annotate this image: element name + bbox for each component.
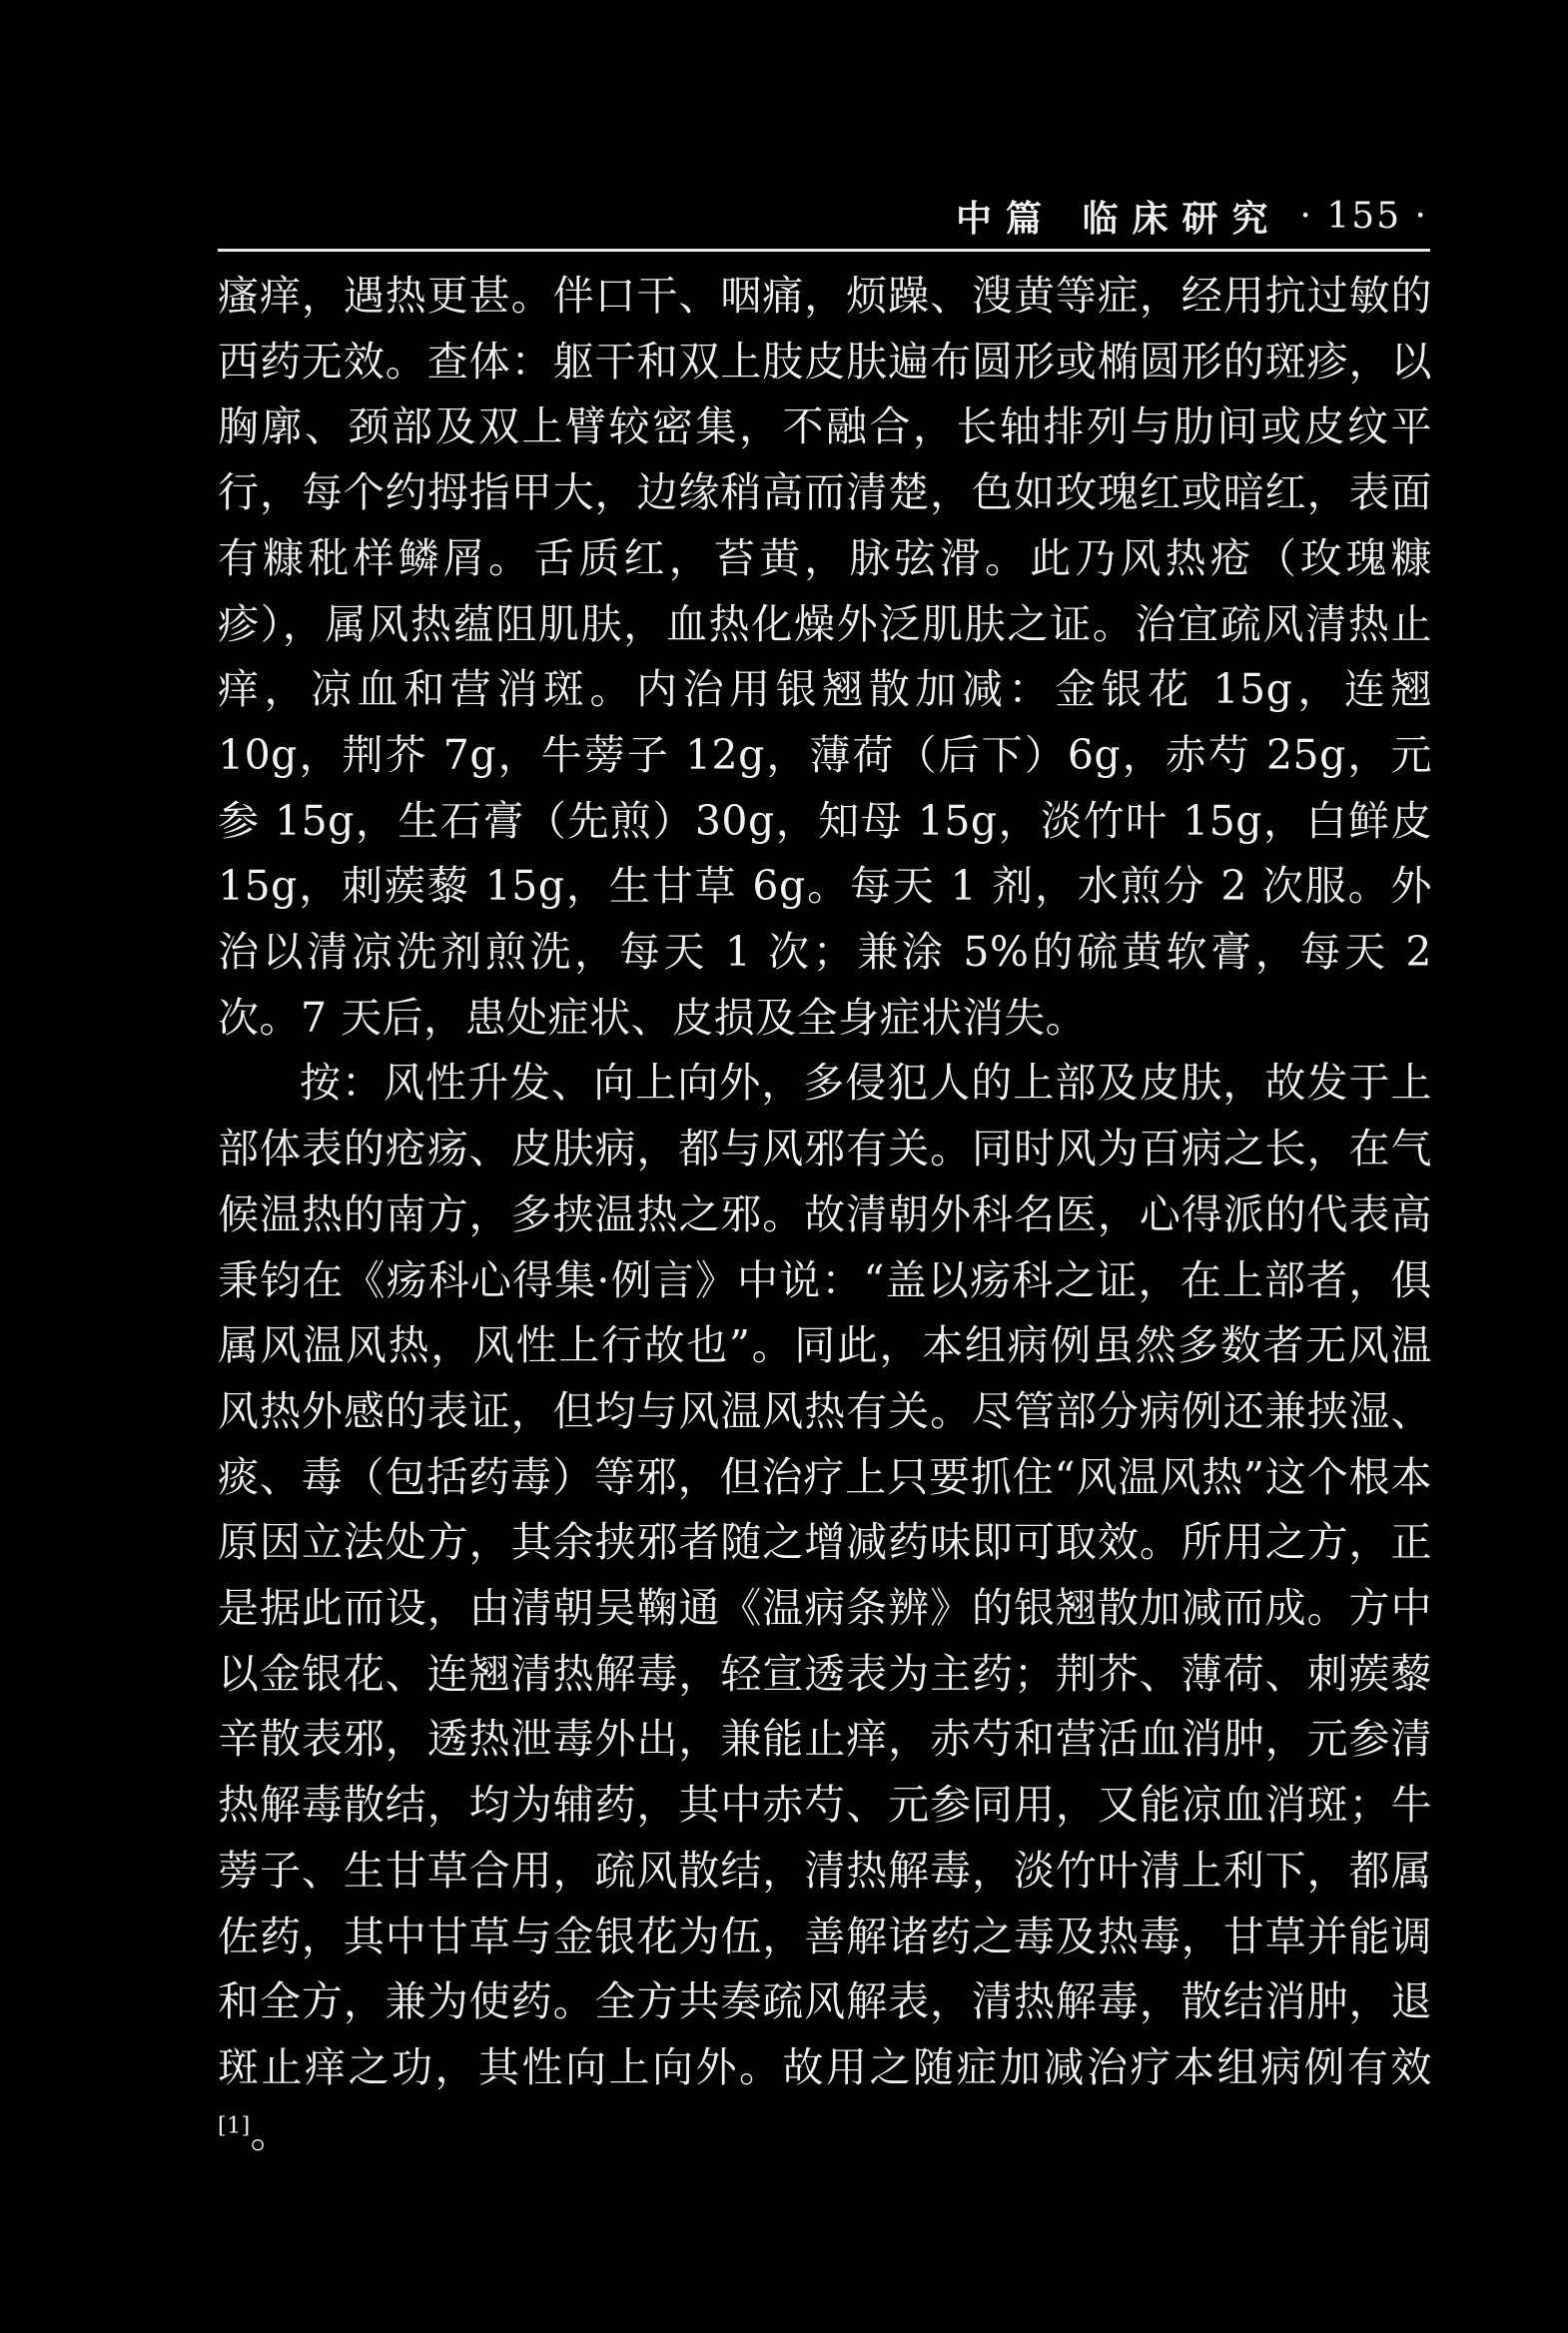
header-rule bbox=[218, 249, 1430, 252]
citation-reference[interactable]: [1] bbox=[218, 2113, 251, 2139]
running-header bbox=[859, 188, 1428, 244]
paragraph-text: 按：风性升发、向上向外，多侵犯人的上部及皮肤，故发于上部体表的疮疡、皮肤病，都与风邪有关。同时风为百病之长，在气候温热的南方，多挟温热之邪。故清朝外科名医，心得派的代表高秉钧在《疡科心得集·例言》中说：“盖以疡科之证，在上部者，俱属风温风热，风性上行故也”。同此，本组病例虽然多数者无风温风热外感的表证，但均与风温风热有关。尽管部分病例还兼挟湿、痰、毒（包括药毒）等邪，但治疗上只要抓住“风温风热”这个根本原因立法处方，其余挟邪者随之增减药味即可取效。所用之方，正是据此而设，由清朝吴鞠通《温病条辨》的银翘散加减而成。方中以金银花、连翘清热解毒，轻宣透表为主药；荆芥、薄荷、刺蒺藜辛散表邪，透热泄毒外出，兼能止痒，赤芍和营活血消肿，元参清热解毒散结，均为辅药，其中赤芍、元参同用，又能凉血消斑；牛蒡子、生甘草合用，疏风散结，清热解毒，淡竹叶清上利下，都属佐药，其中甘草与金银花为伍，善解诸药之毒及热毒，甘草并能调和全方，兼为使药。全方共奏疏风解表，清热解毒，散结消肿，退斑止痒之功，其性向上向外。故用之随症加减治疗本组病例有效 bbox=[218, 1059, 1432, 2091]
paragraph-case-description bbox=[218, 264, 1432, 1051]
book-title: 中篇 临床研究 bbox=[955, 197, 1282, 240]
paragraph-text: 瘙痒，遇热更甚。伴口干、咽痛，烦躁、溲黄等症，经用抗过敏的西药无效。查体：躯干和双上肢皮肤遍布圆形或椭圆形的斑疹，以胸廓、颈部及双上臂较密集，不融合，长轴排列与肋间或皮纹平行，每个约拇指甲大，边缘稍高而清楚，色如玫瑰红或暗红，表面有糠秕样鳞屑。舌质红，苔黄，脉弦滑。此乃风热疮（玫瑰糠疹），属风热蕴阻肌肤，血热化燥外泛肌肤之证。治宜疏风清热止痒，凉血和营消斑。内治用银翘散加减：金银花 15g，连翘 10g，荆芥 7g，牛蒡子 12g，薄荷（后下）6g，赤芍 25g，元参 15g，生石膏（先煎）30g，知母 15g，淡竹叶 15g，白鲜皮 15g，刺蒺藜 15g，生甘草 6g。每天 1 剂，水煎分 2 次服。外治以清凉洗剂煎洗，每天 1 次；兼涂 5%的硫黄软膏，每天 2 次。7 天后，患处症状、皮损及全身症状消失。 bbox=[218, 272, 1432, 1042]
paragraph-tail: 。 bbox=[250, 2108, 293, 2157]
page-number: · 155 · bbox=[1299, 195, 1428, 237]
body-text bbox=[218, 264, 1432, 2166]
paragraph-commentary bbox=[218, 1051, 1432, 2166]
